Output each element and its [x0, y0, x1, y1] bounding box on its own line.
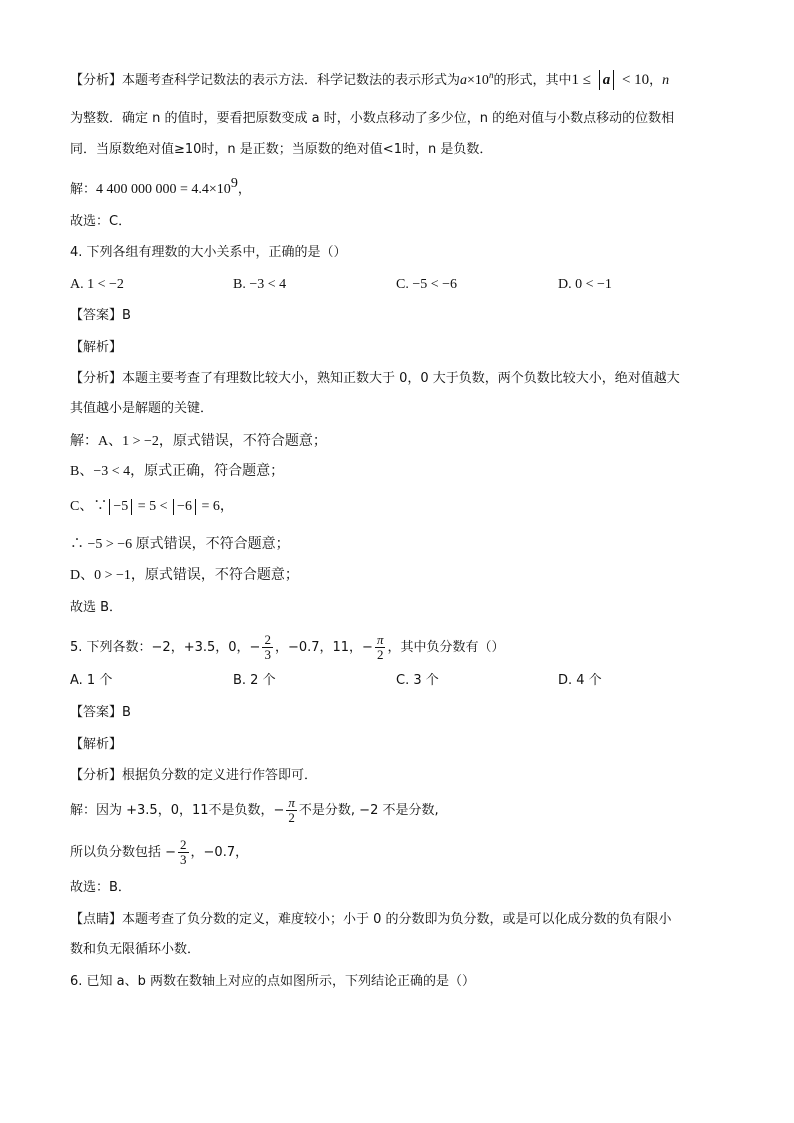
question-6-stem: 6. 已知 a、b 两数在数轴上对应的点如图所示，下列结论正确的是（） [70, 974, 476, 989]
analysis-tag: 【分析】 [70, 73, 123, 88]
q5-choice: 故选：B． [70, 880, 131, 895]
analysis-line-2: 为整数．确定 n 的值时，要看把原数变成 a 时，小数点移动了多少位，n 的绝对值与小数点移动的位数相 [70, 111, 675, 126]
q4-option-d: D. 0 < −1 [558, 277, 612, 292]
q5-analysis-heading: 【解析】 [70, 737, 123, 752]
q5-option-d: D. 4 个 [558, 673, 602, 688]
q5-fenxi: 【分析】根据负分数的定义进行作答即可． [70, 768, 318, 783]
q4-fenxi-line-1: 【分析】本题主要考查了有理数比较大小，熟知正数大于 0，0 大于负数，两个负数比较大小，绝对值越大 [70, 371, 680, 386]
q4-option-a: A. 1 < −2 [70, 277, 124, 292]
q5-dianjing-line-2: 数和负无限循环小数． [70, 942, 201, 957]
q5-dianjing-line-1: 【点睛】本题考查了负分数的定义，难度较小；小于 0 的分数即为负分数，或是可以化成分数的负有限小 [70, 912, 672, 927]
q5-step-2: 所以负分数包括 − $\frac{2}{3}$ ，−0.7， [70, 837, 249, 867]
q4-option-c: C. −5 < −6 [396, 277, 458, 292]
q5-option-b: B. 2 个 [233, 673, 276, 688]
q5-option-c: C. 3 个 [396, 673, 439, 688]
q4-step-3: C、∵ −5 = 5 < −6 = 6， [70, 499, 234, 514]
scientific-notation-formula: $a\times 10^n$ [460, 70, 494, 88]
q4-fenxi-line-2: 其值越小是解题的关键． [70, 401, 214, 416]
choice-q3: 故选：C． [70, 214, 132, 229]
q5-step-1: 解：因为 +3.5，0，11不是负数，− $\frac{\pi}{2}$ 不是分数, −2 不是分数, [70, 795, 439, 825]
question-5-stem: 5. 下列各数：−2，+3.5，0，− $\frac{2}{3}$ ，−0.7，11，− $\frac{\pi}{2}$ ，其中负分数有（） [70, 632, 505, 662]
q4-step-4: ∴ −5 > −6 原式错误，不符合题意； [70, 537, 290, 552]
q5-answer: 【答案】B [70, 705, 131, 720]
solution-q3: 解：4 400 000 $000 = 4.4\times 10^9$， [70, 176, 251, 197]
q4-step-5: D、0 > −1，原式错误，不符合题意； [70, 568, 299, 583]
q5-option-a: A. 1 个 [70, 673, 113, 688]
q4-option-b: B. −3 < 4 [233, 277, 287, 292]
analysis-line-3: 同．当原数绝对值≥10时，n 是正数；当原数的绝对值<1时，n 是负数． [70, 142, 493, 157]
question-4-stem: 4. 下列各组有理数的大小关系中，正确的是（） [70, 245, 347, 260]
range-inequality: 1 ≤ a < 10 [571, 72, 650, 88]
q4-analysis-heading: 【解析】 [70, 340, 123, 355]
q4-step-1: 解：A、1 > −2，原式错误，不符合题意； [70, 434, 327, 449]
q4-choice: 故选 B． [70, 600, 123, 615]
q4-step-2: B、−3 < 4，原式正确，符合题意； [70, 464, 285, 479]
analysis-line-1: 【分析】本题考查科学记数法的表示方法．科学记数法的表示形式为$a\times 10^n$的形式，其中1 ≤ a < 10，n [70, 70, 670, 88]
q4-answer: 【答案】B [70, 308, 131, 323]
